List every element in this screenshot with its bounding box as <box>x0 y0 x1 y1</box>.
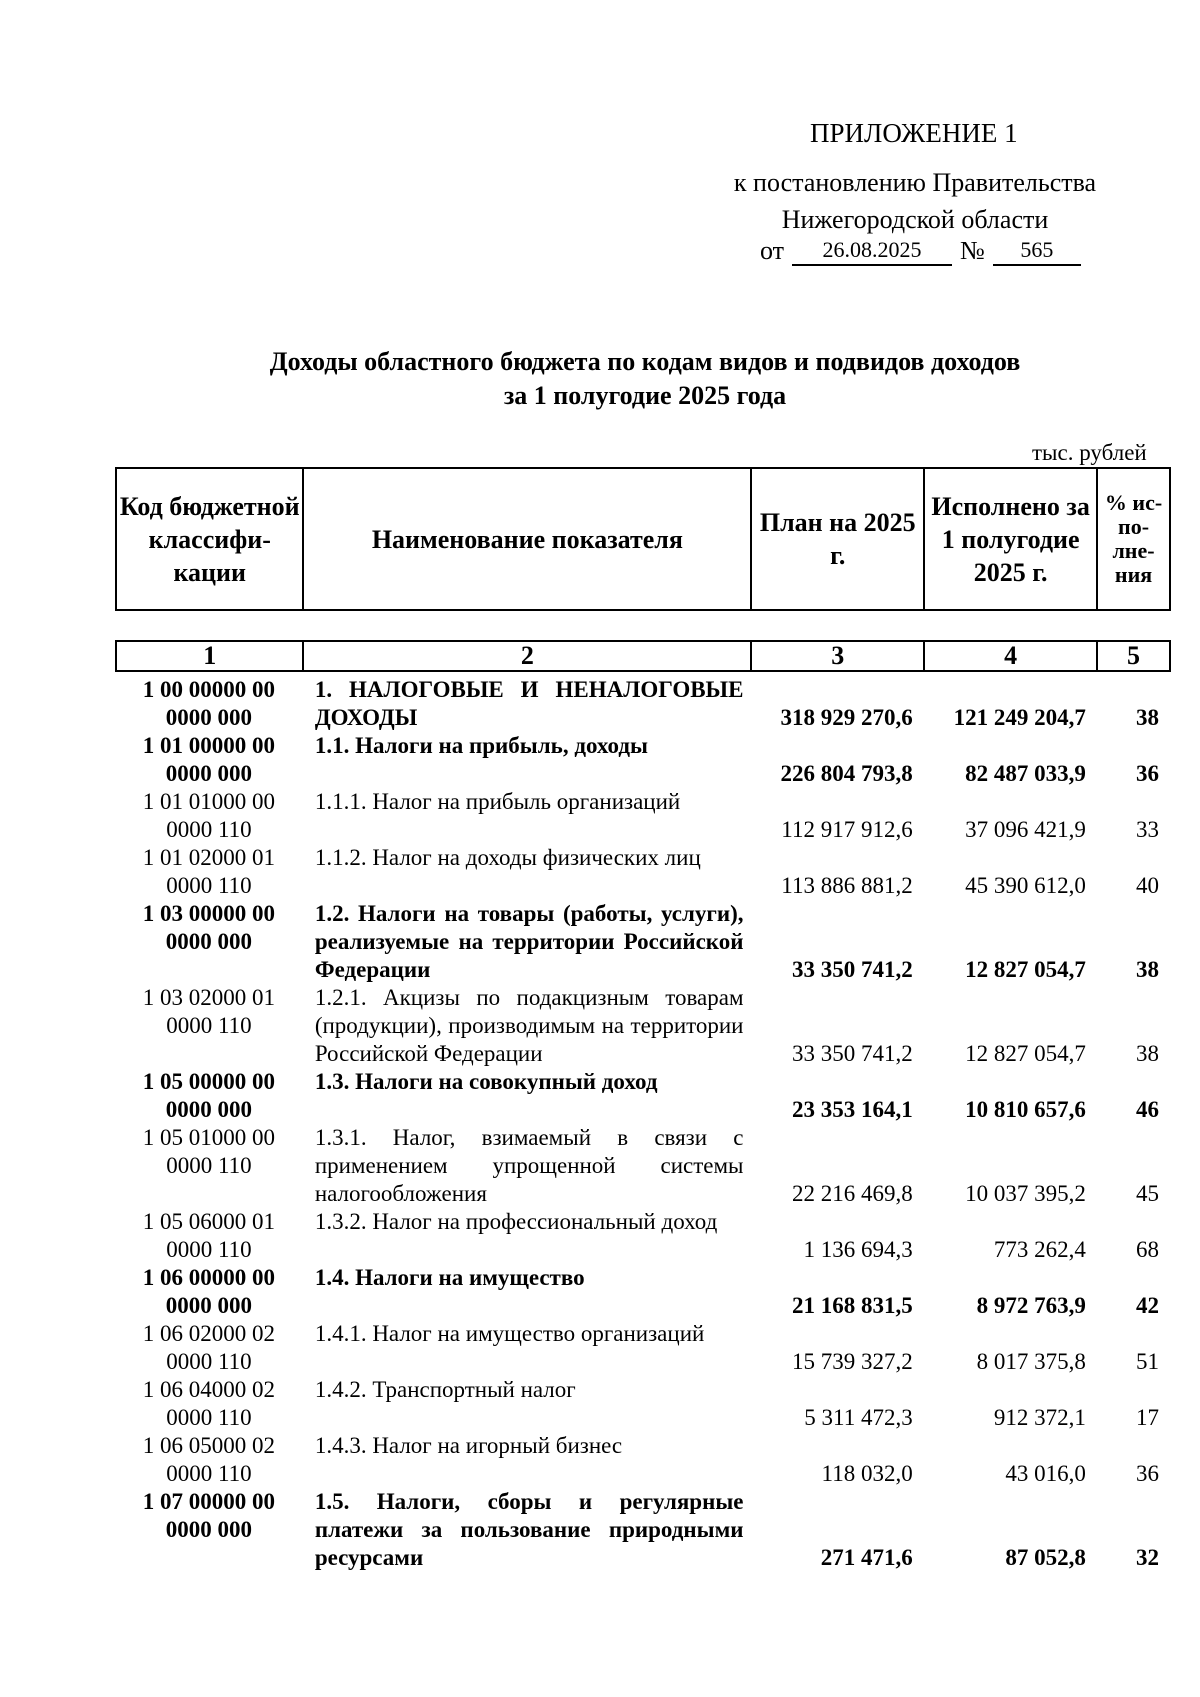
document-title <box>0 345 1200 413</box>
budget-code-cell: 1 03 00000 00 0000 000 <box>142 901 276 954</box>
plan-value-cell: 112 917 912,6 <box>781 817 913 842</box>
table-row <box>115 844 1171 900</box>
column-header-name: Наименование показателя <box>303 468 751 610</box>
budget-code-cell: 1 01 01000 00 0000 110 <box>142 789 276 842</box>
plan-value-cell: 23 353 164,1 <box>791 1097 913 1122</box>
appendix-title: ПРИЛОЖЕНИЕ 1 <box>810 118 1018 148</box>
decree-date: 26.08.2025 <box>792 237 952 266</box>
indicator-name-cell: 1.4.3. Налог на игорный бизнес <box>314 1433 623 1458</box>
table-row <box>115 1488 1171 1572</box>
percent-cell: 42 <box>1136 1293 1159 1318</box>
budget-code-cell: 1 07 00000 00 0000 000 <box>142 1489 276 1542</box>
column-header-code: Код бюджетной классифи-кации <box>116 468 303 610</box>
column-number: 4 <box>924 641 1097 671</box>
indicator-name-cell: 1.2. Налоги на товары (работы, услуги), реализуемые на территории Российской Федерации <box>314 901 744 982</box>
table-header <box>115 467 1171 611</box>
budget-code-cell: 1 03 02000 01 0000 110 <box>142 985 276 1038</box>
budget-code-cell: 1 06 05000 02 0000 110 <box>142 1433 276 1486</box>
percent-cell: 32 <box>1136 1545 1159 1570</box>
decree-date-number <box>760 236 1081 266</box>
table-row <box>115 1320 1171 1376</box>
column-number: 3 <box>751 641 924 671</box>
indicator-name-cell: 1. НАЛОГОВЫЕ И НЕНАЛОГОВЫЕ ДОХОДЫ <box>314 677 744 730</box>
table-row <box>115 1376 1171 1432</box>
indicator-name-cell: 1.4.2. Транспортный налог <box>314 1377 576 1402</box>
executed-value-cell: 12 827 054,7 <box>965 957 1086 982</box>
column-number: 2 <box>303 641 751 671</box>
table-row <box>115 676 1171 732</box>
executed-value-cell: 121 249 204,7 <box>953 705 1086 730</box>
indicator-name-cell: 1.1. Налоги на прибыль, доходы <box>314 733 648 758</box>
executed-value-cell: 773 262,4 <box>993 1237 1086 1262</box>
table-row <box>115 1124 1171 1208</box>
percent-cell: 38 <box>1136 957 1159 982</box>
table-row <box>115 984 1171 1068</box>
table-row <box>115 1208 1171 1264</box>
units-label: тыс. рублей <box>1032 440 1147 465</box>
indicator-name-cell: 1.1.1. Налог на прибыль организаций <box>314 789 681 814</box>
percent-cell: 46 <box>1136 1097 1159 1122</box>
percent-cell: 17 <box>1136 1405 1159 1430</box>
column-number: 5 <box>1097 641 1170 671</box>
plan-value-cell: 1 136 694,3 <box>803 1237 913 1262</box>
indicator-name-cell: 1.4. Налоги на имущество <box>314 1265 585 1290</box>
budget-code-cell: 1 00 00000 00 0000 000 <box>142 677 276 730</box>
column-header-percent: % ис-по-лне-ния <box>1097 468 1170 610</box>
executed-value-cell: 912 372,1 <box>993 1405 1086 1430</box>
budget-code-cell: 1 05 01000 00 0000 110 <box>142 1125 276 1178</box>
plan-value-cell: 21 168 831,5 <box>791 1293 913 1318</box>
indicator-name-cell: 1.3.1. Налог, взимаемый в связи с применением упрощенной системы налогообложения <box>314 1125 744 1206</box>
percent-cell: 36 <box>1136 761 1159 786</box>
column-numbers <box>115 640 1171 672</box>
indicator-name-cell: 1.3. Налоги на совокупный доход <box>314 1069 658 1094</box>
budget-code-cell: 1 06 04000 02 0000 110 <box>142 1377 276 1430</box>
indicator-name-cell: 1.5. Налоги, сборы и регулярные платежи за пользование природными ресурсами <box>314 1489 744 1570</box>
plan-value-cell: 22 216 469,8 <box>791 1181 913 1206</box>
percent-cell: 45 <box>1136 1181 1159 1206</box>
executed-value-cell: 45 390 612,0 <box>965 873 1086 898</box>
executed-value-cell: 10 037 395,2 <box>965 1181 1086 1206</box>
decree-reference-line2: Нижегородской области <box>781 205 1049 234</box>
plan-value-cell: 15 739 327,2 <box>791 1349 913 1374</box>
executed-value-cell: 37 096 421,9 <box>965 817 1086 842</box>
budget-code-cell: 1 05 00000 00 0000 000 <box>142 1069 276 1122</box>
plan-value-cell: 5 311 472,3 <box>804 1405 913 1430</box>
executed-value-cell: 8 972 763,9 <box>976 1293 1086 1318</box>
indicator-name-cell: 1.2.1. Акцизы по подакцизным товарам (продукции), производимым на территории Российской Федерации <box>314 985 744 1066</box>
executed-value-cell: 87 052,8 <box>1005 1545 1086 1570</box>
column-number: 1 <box>116 641 303 671</box>
percent-cell: 38 <box>1136 705 1159 730</box>
percent-cell: 40 <box>1136 873 1159 898</box>
budget-code-cell: 1 06 02000 02 0000 110 <box>142 1321 276 1374</box>
plan-value-cell: 226 804 793,8 <box>780 761 913 786</box>
table-row <box>115 1068 1171 1124</box>
percent-cell: 36 <box>1136 1461 1159 1486</box>
percent-cell: 33 <box>1136 817 1159 842</box>
percent-cell: 38 <box>1136 1041 1159 1066</box>
percent-cell: 51 <box>1136 1349 1159 1374</box>
document-title-line2: за 1 полугодие 2025 года <box>503 381 787 410</box>
indicator-name-cell: 1.3.2. Налог на профессиональный доход <box>314 1209 718 1234</box>
executed-value-cell: 8 017 375,8 <box>976 1349 1086 1374</box>
executed-value-cell: 12 827 054,7 <box>965 1041 1086 1066</box>
budget-code-cell: 1 06 00000 00 0000 000 <box>142 1265 276 1318</box>
date-prefix: от <box>760 236 785 265</box>
table-row <box>115 1432 1171 1488</box>
executed-value-cell: 82 487 033,9 <box>965 761 1086 786</box>
column-header-plan: План на 2025 г. <box>751 468 924 610</box>
revenue-table <box>115 676 1171 1572</box>
budget-code-cell: 1 05 06000 01 0000 110 <box>142 1209 276 1262</box>
percent-cell: 68 <box>1136 1237 1159 1262</box>
number-prefix: № <box>960 236 985 265</box>
plan-value-cell: 33 350 741,2 <box>791 957 913 982</box>
decree-reference-line1: к постановлению Правительства <box>733 168 1097 197</box>
plan-value-cell: 33 350 741,2 <box>791 1041 913 1066</box>
indicator-name-cell: 1.4.1. Налог на имущество организаций <box>314 1321 705 1346</box>
plan-value-cell: 271 471,6 <box>820 1545 913 1570</box>
executed-value-cell: 10 810 657,6 <box>965 1097 1086 1122</box>
table-row <box>115 900 1171 984</box>
budget-code-cell: 1 01 00000 00 0000 000 <box>142 733 276 786</box>
plan-value-cell: 318 929 270,6 <box>780 705 913 730</box>
plan-value-cell: 113 886 881,2 <box>781 873 913 898</box>
plan-value-cell: 118 032,0 <box>821 1461 913 1486</box>
indicator-name-cell: 1.1.2. Налог на доходы физических лиц <box>314 845 701 870</box>
budget-code-cell: 1 01 02000 01 0000 110 <box>142 845 276 898</box>
table-row <box>115 1264 1171 1320</box>
table-row <box>115 732 1171 788</box>
executed-value-cell: 43 016,0 <box>1005 1461 1086 1486</box>
column-header-executed: Исполнено за 1 полугодие 2025 г. <box>924 468 1097 610</box>
decree-number: 565 <box>993 237 1081 266</box>
document-title-line1: Доходы областного бюджета по кодам видов и подвидов доходов <box>269 347 1021 376</box>
table-row <box>115 788 1171 844</box>
